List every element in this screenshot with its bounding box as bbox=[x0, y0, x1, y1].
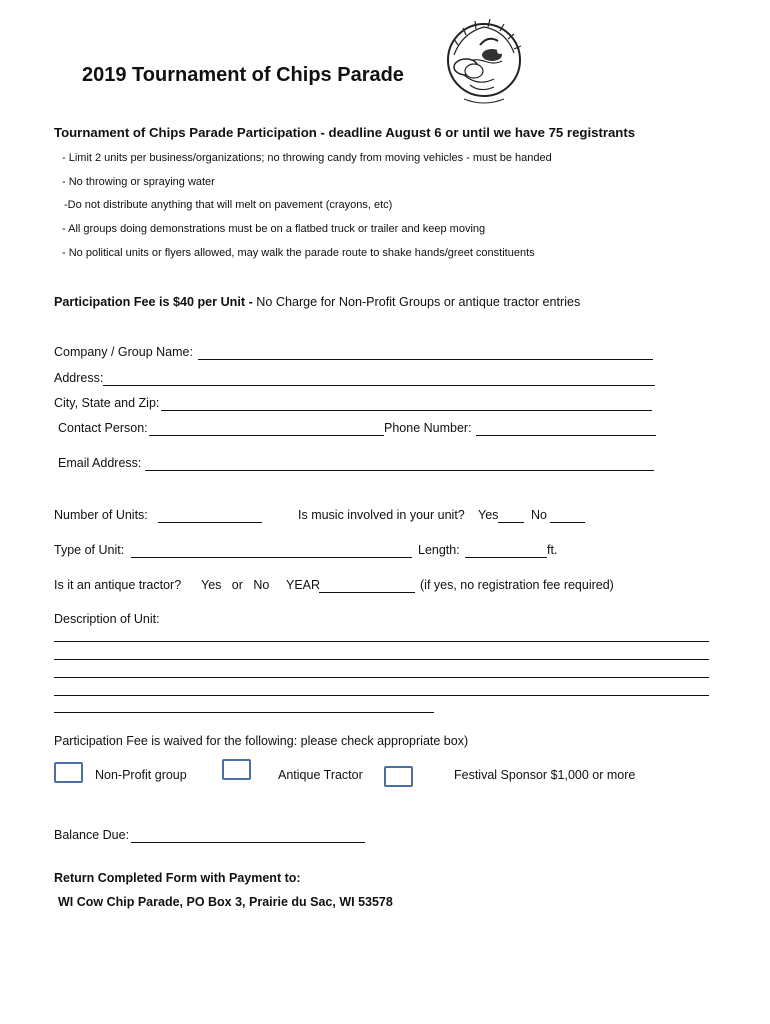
units-label: Number of Units: bbox=[54, 508, 148, 522]
city-label: City, State and Zip: bbox=[54, 396, 160, 410]
description-line[interactable] bbox=[54, 677, 709, 678]
fee-exemption: No Charge for Non-Profit Groups or antique tractor entries bbox=[252, 295, 581, 309]
rule-item: -Do not distribute anything that will melt on pavement (crayons, etc) bbox=[64, 199, 393, 211]
type-label: Type of Unit: bbox=[54, 543, 125, 557]
nonprofit-label: Non-Profit group bbox=[95, 768, 187, 782]
description-line[interactable] bbox=[54, 659, 709, 660]
type-field[interactable] bbox=[131, 557, 412, 558]
balance-field[interactable] bbox=[131, 842, 365, 843]
rule-item: - Limit 2 units per business/organizations; no throwing candy from moving vehicles - must be handed bbox=[62, 152, 552, 164]
fee-amount: Participation Fee is $40 per Unit - bbox=[54, 295, 253, 309]
return-label: Return Completed Form with Payment to: bbox=[54, 871, 301, 885]
phone-field[interactable] bbox=[476, 435, 656, 436]
year-label: YEAR bbox=[286, 578, 321, 592]
music-label: Is music involved in your unit? bbox=[298, 508, 465, 522]
year-field[interactable] bbox=[319, 592, 415, 593]
fee-statement bbox=[54, 295, 580, 309]
waiver-text: Participation Fee is waived for the following: please check appropriate box) bbox=[54, 734, 469, 748]
year-note: (if yes, no registration fee required) bbox=[420, 578, 614, 592]
festival-sponsor-checkbox[interactable] bbox=[384, 766, 413, 787]
antique-tractor-label: Antique Tractor bbox=[278, 768, 363, 782]
rule-item: - All groups doing demonstrations must be on a flatbed truck or trailer and keep moving bbox=[62, 223, 486, 235]
phone-label: Phone Number: bbox=[384, 421, 472, 435]
antique-label: Is it an antique tractor? bbox=[54, 578, 182, 592]
length-field[interactable] bbox=[465, 557, 547, 558]
balance-label: Balance Due: bbox=[54, 828, 130, 842]
description-label: Description of Unit: bbox=[54, 612, 160, 626]
cow-chip-character-logo-icon bbox=[444, 15, 524, 110]
description-line[interactable] bbox=[54, 641, 709, 642]
description-line[interactable] bbox=[54, 712, 434, 713]
music-no-label: No bbox=[531, 508, 547, 522]
email-label: Email Address: bbox=[58, 456, 142, 470]
length-unit: ft. bbox=[547, 543, 558, 557]
company-label: Company / Group Name: bbox=[54, 345, 193, 359]
rule-item: - No political units or flyers allowed, may walk the parade route to shake hands/greet constituents bbox=[62, 247, 535, 259]
rule-item: - No throwing or spraying water bbox=[62, 176, 215, 188]
page-title: 2019 Tournament of Chips Parade bbox=[82, 64, 404, 86]
contact-field[interactable] bbox=[149, 435, 384, 436]
address-label: Address: bbox=[54, 371, 104, 385]
festival-sponsor-label: Festival Sponsor $1,000 or more bbox=[454, 768, 636, 782]
company-field[interactable] bbox=[198, 359, 653, 360]
antique-options[interactable]: Yes or No bbox=[201, 578, 270, 592]
length-label: Length: bbox=[418, 543, 460, 557]
description-line[interactable] bbox=[54, 695, 709, 696]
antique-tractor-checkbox[interactable] bbox=[222, 759, 251, 780]
city-state-zip-field[interactable] bbox=[161, 410, 652, 411]
contact-label: Contact Person: bbox=[58, 421, 148, 435]
return-address: WI Cow Chip Parade, PO Box 3, Prairie du Sac, WI 53578 bbox=[58, 895, 393, 909]
music-no-field[interactable] bbox=[550, 522, 585, 523]
nonprofit-checkbox[interactable] bbox=[54, 762, 83, 783]
participation-heading: Tournament of Chips Parade Participation - deadline August 6 or until we have 75 registrants bbox=[54, 125, 636, 140]
address-field[interactable] bbox=[103, 385, 655, 386]
units-field[interactable] bbox=[158, 522, 262, 523]
email-field[interactable] bbox=[145, 470, 654, 471]
music-yes-label: Yes bbox=[478, 508, 499, 522]
music-yes-field[interactable] bbox=[498, 522, 524, 523]
